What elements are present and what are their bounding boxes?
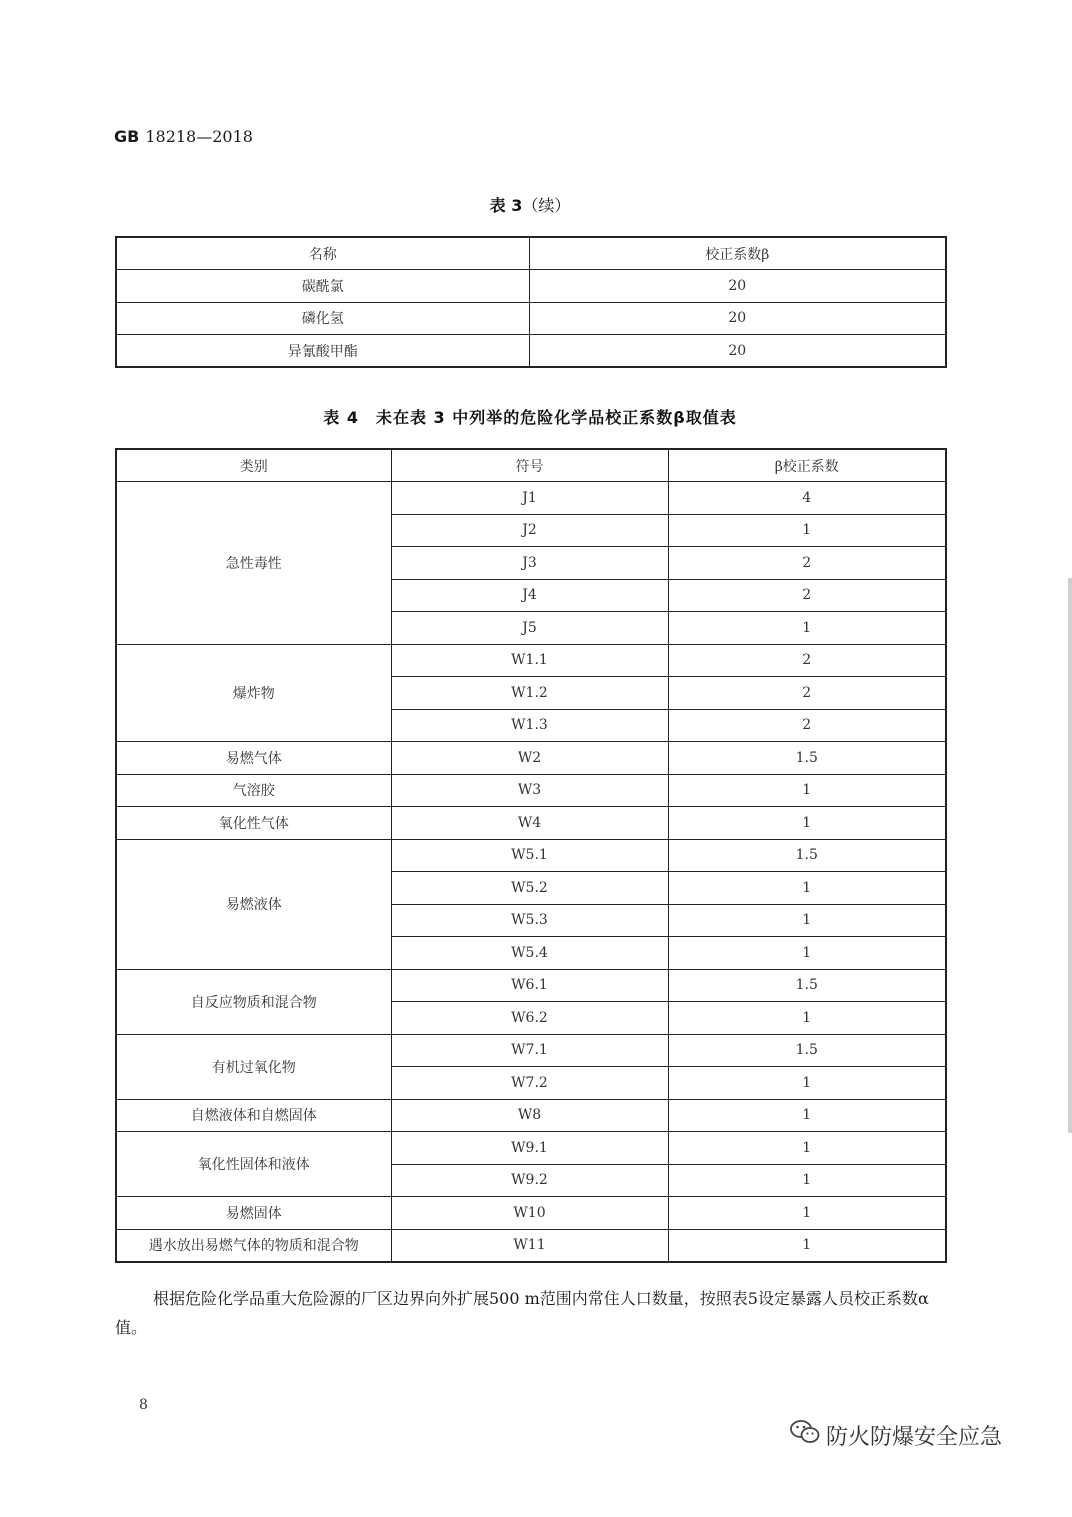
table4-beta-cell: 1 bbox=[668, 1099, 946, 1132]
table4-header-cell: 类别 bbox=[116, 449, 391, 482]
table4-beta-cell: 2 bbox=[668, 547, 946, 580]
table4-category-cell: 爆炸物 bbox=[116, 644, 391, 742]
body-paragraph: 根据危险化学品重大危险源的厂区边界向外扩展500 m范围内常住人口数量，按照表5设定暴露人员校正系数α值。 bbox=[115, 1289, 929, 1337]
table4-symbol-cell: W8 bbox=[391, 1099, 668, 1132]
standard-code bbox=[114, 127, 253, 146]
table3-header-cell: 校正系数β bbox=[529, 237, 946, 270]
table4-symbol-cell: W1.1 bbox=[391, 644, 668, 677]
table4-header-cell: 符号 bbox=[391, 449, 668, 482]
table4-category-cell: 易燃气体 bbox=[116, 742, 391, 775]
table4-row bbox=[116, 839, 946, 872]
table4-symbol-cell: J1 bbox=[391, 482, 668, 515]
table4-beta-cell: 2 bbox=[668, 644, 946, 677]
table4-category-cell: 急性毒性 bbox=[116, 482, 391, 645]
table4-row bbox=[116, 807, 946, 840]
table4-category-cell: 遇水放出易燃气体的物质和混合物 bbox=[116, 1229, 391, 1262]
table4-header-row bbox=[116, 449, 946, 482]
table3-value-cell: 20 bbox=[529, 335, 946, 368]
table4-category-cell: 易燃液体 bbox=[116, 839, 391, 969]
table4-row bbox=[116, 742, 946, 775]
table4-beta-cell: 1 bbox=[668, 612, 946, 645]
table4-symbol-cell: W10 bbox=[391, 1197, 668, 1230]
table4-beta-cell: 2 bbox=[668, 709, 946, 742]
table4-row bbox=[116, 1099, 946, 1132]
page-edge-mark bbox=[1068, 578, 1072, 1133]
table3-name-cell: 碳酰氯 bbox=[116, 270, 529, 303]
table4-beta-cell: 1 bbox=[668, 807, 946, 840]
page-number: 8 bbox=[139, 1397, 148, 1413]
table4-header-cell: β校正系数 bbox=[668, 449, 946, 482]
table4-beta-cell: 1.5 bbox=[668, 839, 946, 872]
table4-body bbox=[116, 449, 946, 1262]
table4-symbol-cell: J5 bbox=[391, 612, 668, 645]
table4-row bbox=[116, 1197, 946, 1230]
table4-symbol-cell: W11 bbox=[391, 1229, 668, 1262]
watermark-text: 防火防爆安全应急 bbox=[826, 1424, 1003, 1450]
table4-symbol-cell: W9.1 bbox=[391, 1132, 668, 1165]
table3-value-cell: 20 bbox=[529, 270, 946, 303]
table4-symbol-cell: W5.1 bbox=[391, 839, 668, 872]
standard-code-prefix: GB bbox=[114, 127, 140, 146]
table4-beta-cell: 1 bbox=[668, 1164, 946, 1197]
table4-beta-cell: 1.5 bbox=[668, 969, 946, 1002]
table3-caption bbox=[115, 193, 945, 216]
table4-symbol-cell: W5.2 bbox=[391, 872, 668, 905]
table4-caption: 表 4 未在表 3 中列举的危险化学品校正系数β取值表 bbox=[323, 408, 737, 427]
table4-beta-cell: 1 bbox=[668, 872, 946, 905]
table4-beta-cell: 1 bbox=[668, 1002, 946, 1035]
table3-name-cell: 磷化氢 bbox=[116, 302, 529, 335]
table4-symbol-cell: W7.2 bbox=[391, 1067, 668, 1100]
table4-beta-cell: 1 bbox=[668, 774, 946, 807]
table3-name-cell: 异氰酸甲酯 bbox=[116, 335, 529, 368]
table4-symbol-cell: W3 bbox=[391, 774, 668, 807]
table4-beta-cell: 1.5 bbox=[668, 1034, 946, 1067]
table4-symbol-cell: W2 bbox=[391, 742, 668, 775]
watermark bbox=[790, 1419, 1050, 1451]
table4-beta-cell: 2 bbox=[668, 677, 946, 710]
standard-code-number: 18218—2018 bbox=[145, 127, 253, 146]
table4-beta-cell: 1 bbox=[668, 514, 946, 547]
table4-beta-cell: 4 bbox=[668, 482, 946, 515]
table4-category-cell: 有机过氧化物 bbox=[116, 1034, 391, 1099]
table4-beta-cell: 1.5 bbox=[668, 742, 946, 775]
table3-caption-suffix: （续） bbox=[522, 196, 571, 215]
table4-symbol-cell: W1.3 bbox=[391, 709, 668, 742]
table4-category-cell: 自反应物质和混合物 bbox=[116, 969, 391, 1034]
table4-symbol-cell: W1.2 bbox=[391, 677, 668, 710]
table4-category-cell: 氧化性气体 bbox=[116, 807, 391, 840]
table4-symbol-cell: J4 bbox=[391, 579, 668, 612]
table4-beta-cell: 1 bbox=[668, 1197, 946, 1230]
table4-symbol-cell: W9.2 bbox=[391, 1164, 668, 1197]
table4-row bbox=[116, 644, 946, 677]
table3-row bbox=[116, 270, 946, 303]
table3 bbox=[115, 236, 947, 368]
table4-category-cell: 气溶胶 bbox=[116, 774, 391, 807]
table4-row bbox=[116, 1229, 946, 1262]
table4-symbol-cell: J2 bbox=[391, 514, 668, 547]
table4-symbol-cell: W6.1 bbox=[391, 969, 668, 1002]
table4-row bbox=[116, 969, 946, 1002]
table4-row bbox=[116, 774, 946, 807]
table3-caption-title: 表 3 bbox=[489, 196, 523, 215]
table4-symbol-cell: W5.4 bbox=[391, 937, 668, 970]
table4-beta-cell: 1 bbox=[668, 904, 946, 937]
table4-symbol-cell: W6.2 bbox=[391, 1002, 668, 1035]
table3-value-cell: 20 bbox=[529, 302, 946, 335]
table4-beta-cell: 1 bbox=[668, 1229, 946, 1262]
table4-symbol-cell: J3 bbox=[391, 547, 668, 580]
table4-beta-cell: 1 bbox=[668, 937, 946, 970]
table4-row bbox=[116, 1034, 946, 1067]
table4-symbol-cell: W4 bbox=[391, 807, 668, 840]
table3-header-cell: 名称 bbox=[116, 237, 529, 270]
table4-beta-cell: 1 bbox=[668, 1132, 946, 1165]
table4 bbox=[115, 448, 947, 1263]
table3-row bbox=[116, 302, 946, 335]
table4-symbol-cell: W7.1 bbox=[391, 1034, 668, 1067]
table3-row bbox=[116, 335, 946, 368]
table4-row bbox=[116, 482, 946, 515]
table3-header-row bbox=[116, 237, 946, 270]
table4-category-cell: 自燃液体和自燃固体 bbox=[116, 1099, 391, 1132]
table3-body bbox=[116, 237, 946, 367]
table4-beta-cell: 2 bbox=[668, 579, 946, 612]
table4-category-cell: 氧化性固体和液体 bbox=[116, 1132, 391, 1197]
table4-beta-cell: 1 bbox=[668, 1067, 946, 1100]
table4-category-cell: 易燃固体 bbox=[116, 1197, 391, 1230]
table4-row bbox=[116, 1132, 946, 1165]
wechat-icon bbox=[790, 1419, 826, 1451]
table4-symbol-cell: W5.3 bbox=[391, 904, 668, 937]
